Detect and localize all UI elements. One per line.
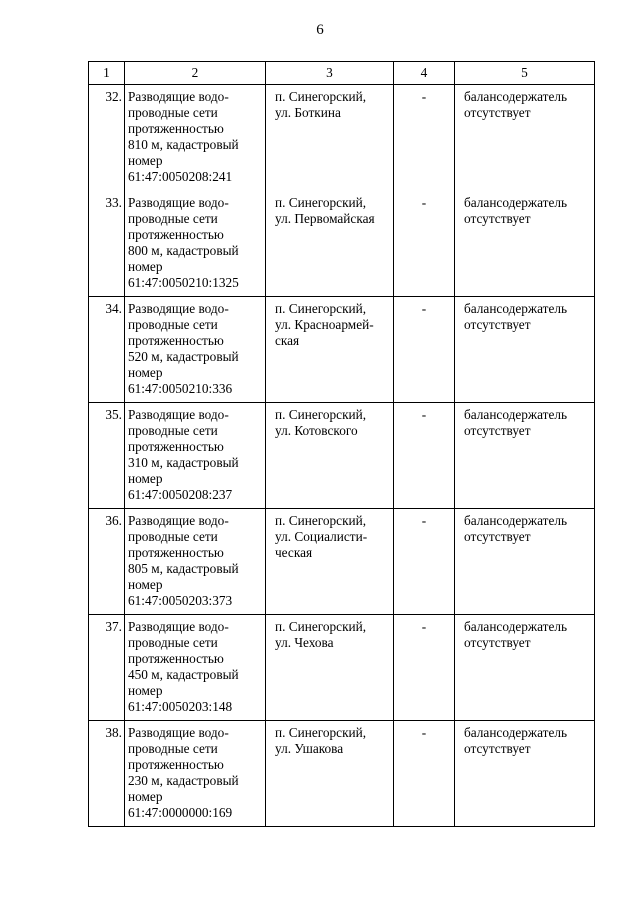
object-address <box>266 191 394 297</box>
object-address-line: ул. Чехова <box>275 635 334 650</box>
object-address-line: п. Синегорский, <box>275 407 367 422</box>
object-name <box>125 403 266 509</box>
object-name-line: 61:47:0050210:1325 <box>128 274 239 290</box>
object-name-line: номер <box>128 471 163 486</box>
object-name-line: 61:47:0050208:237 <box>128 487 233 502</box>
row-number: 38. <box>89 721 125 827</box>
object-name-line: протяженностью <box>128 121 224 136</box>
object-address-line: п. Синегорский, <box>275 89 367 104</box>
balance-holder-line: отсутствует <box>464 210 531 226</box>
page-number: 6 <box>316 22 324 38</box>
object-name-line: 520 м, кадастровый <box>128 349 239 364</box>
object-address-line: п. Синегорский, <box>275 194 367 210</box>
object-name-line: Разводящие водо- <box>128 301 229 316</box>
object-name-line: Разводящие водо- <box>128 725 229 740</box>
object-address <box>266 509 394 615</box>
balance-holder-line: отсутствует <box>464 529 531 544</box>
rights-cell: - <box>394 297 455 403</box>
rights-cell: - <box>394 191 455 297</box>
object-name-line: 61:47:0050210:336 <box>128 381 233 396</box>
table-body <box>89 85 595 827</box>
object-name <box>125 85 266 191</box>
rights-cell: - <box>394 615 455 721</box>
balance-holder <box>455 297 595 403</box>
object-name <box>125 721 266 827</box>
table-row <box>89 85 595 191</box>
balance-holder-line: балансодержатель <box>464 89 568 104</box>
object-address-line: ская <box>275 333 300 348</box>
object-name-line: проводные сети <box>128 741 218 756</box>
object-address <box>266 403 394 509</box>
row-number: 34. <box>89 297 125 403</box>
object-name <box>125 615 266 721</box>
object-name-line: номер <box>128 258 163 274</box>
rights-cell: - <box>394 85 455 191</box>
object-address-line: ул. Социалисти- <box>275 529 368 544</box>
header-cell-2: 2 <box>125 62 266 85</box>
header-row <box>89 62 595 85</box>
object-address <box>266 615 394 721</box>
table-row <box>89 191 595 297</box>
object-name-line: 230 м, кадастровый <box>128 773 239 788</box>
object-name <box>125 191 266 297</box>
row-number: 36. <box>89 509 125 615</box>
balance-holder-line: балансодержатель <box>464 619 568 634</box>
balance-holder-line: балансодержатель <box>464 725 568 740</box>
object-name-line: 310 м, кадастровый <box>128 455 239 470</box>
row-number: 32. <box>89 85 125 191</box>
balance-holder <box>455 403 595 509</box>
balance-holder <box>455 615 595 721</box>
object-address-line: п. Синегорский, <box>275 513 367 528</box>
rights-cell: - <box>394 721 455 827</box>
object-name-line: 800 м, кадастровый <box>128 242 239 258</box>
object-address-line: ул. Боткина <box>275 105 341 120</box>
balance-holder-line: отсутствует <box>464 423 531 438</box>
object-address <box>266 721 394 827</box>
row-number: 33. <box>89 191 125 297</box>
balance-holder <box>455 191 595 297</box>
balance-holder-line: балансодержатель <box>464 407 568 422</box>
balance-holder-line: отсутствует <box>464 741 531 756</box>
object-name-line: номер <box>128 789 163 804</box>
table-row <box>89 297 595 403</box>
object-name-line: протяженностью <box>128 757 224 772</box>
object-name-line: Разводящие водо- <box>128 89 229 104</box>
table-row <box>89 509 595 615</box>
rights-cell: - <box>394 403 455 509</box>
object-name-line: 805 м, кадастровый <box>128 561 239 576</box>
object-name-line: номер <box>128 683 163 698</box>
object-address <box>266 297 394 403</box>
header-cell-5: 5 <box>455 62 595 85</box>
object-name-line: 450 м, кадастровый <box>128 667 239 682</box>
object-name-line: Разводящие водо- <box>128 513 229 528</box>
row-number: 35. <box>89 403 125 509</box>
object-name-line: проводные сети <box>128 317 218 332</box>
object-name-line: проводные сети <box>128 105 218 120</box>
header-cell-4: 4 <box>394 62 455 85</box>
object-name <box>125 509 266 615</box>
object-address-line: ул. Красноармей- <box>275 317 374 332</box>
object-name-line: протяженностью <box>128 226 224 242</box>
balance-holder-line: балансодержатель <box>464 513 568 528</box>
header-cell-3: 3 <box>266 62 394 85</box>
object-name-line: номер <box>128 153 163 168</box>
balance-holder <box>455 721 595 827</box>
object-address-line: п. Синегорский, <box>275 301 367 316</box>
balance-holder-line: отсутствует <box>464 317 531 332</box>
object-name-line: Разводящие водо- <box>128 194 229 210</box>
object-name-line: 61:47:0050203:373 <box>128 593 233 608</box>
object-name-line: проводные сети <box>128 635 218 650</box>
object-name-line: Разводящие водо- <box>128 619 229 634</box>
object-name-line: протяженностью <box>128 651 224 666</box>
object-address-line: ул. Ушакова <box>275 741 344 756</box>
table-row <box>89 403 595 509</box>
rights-cell: - <box>394 509 455 615</box>
object-name-line: протяженностью <box>128 333 224 348</box>
object-name <box>125 297 266 403</box>
object-name-line: проводные сети <box>128 529 218 544</box>
balance-holder <box>455 85 595 191</box>
object-address-line: ческая <box>275 545 313 560</box>
object-name-line: проводные сети <box>128 423 218 438</box>
object-name-line: проводные сети <box>128 210 218 226</box>
object-address-line: ул. Котовского <box>275 423 358 438</box>
object-name-line: 810 м, кадастровый <box>128 137 239 152</box>
table-row <box>89 615 595 721</box>
row-number: 37. <box>89 615 125 721</box>
table-row <box>89 721 595 827</box>
object-name-line: 61:47:0050203:148 <box>128 699 233 714</box>
object-name-line: 61:47:0000000:169 <box>128 805 233 820</box>
balance-holder-line: отсутствует <box>464 105 531 120</box>
object-address-line: ул. Первомайская <box>275 210 375 226</box>
property-registry-table <box>88 61 595 827</box>
balance-holder-line: балансодержатель <box>464 194 568 210</box>
object-address <box>266 85 394 191</box>
header-cell-1: 1 <box>89 62 125 85</box>
object-name-line: протяженностью <box>128 545 224 560</box>
object-name-line: номер <box>128 577 163 592</box>
object-name-line: протяженностью <box>128 439 224 454</box>
object-address-line: п. Синегорский, <box>275 725 367 740</box>
balance-holder-line: балансодержатель <box>464 301 568 316</box>
object-address-line: п. Синегорский, <box>275 619 367 634</box>
balance-holder <box>455 509 595 615</box>
object-name-line: 61:47:0050208:241 <box>128 169 233 184</box>
object-name-line: Разводящие водо- <box>128 407 229 422</box>
balance-holder-line: отсутствует <box>464 635 531 650</box>
object-name-line: номер <box>128 365 163 380</box>
